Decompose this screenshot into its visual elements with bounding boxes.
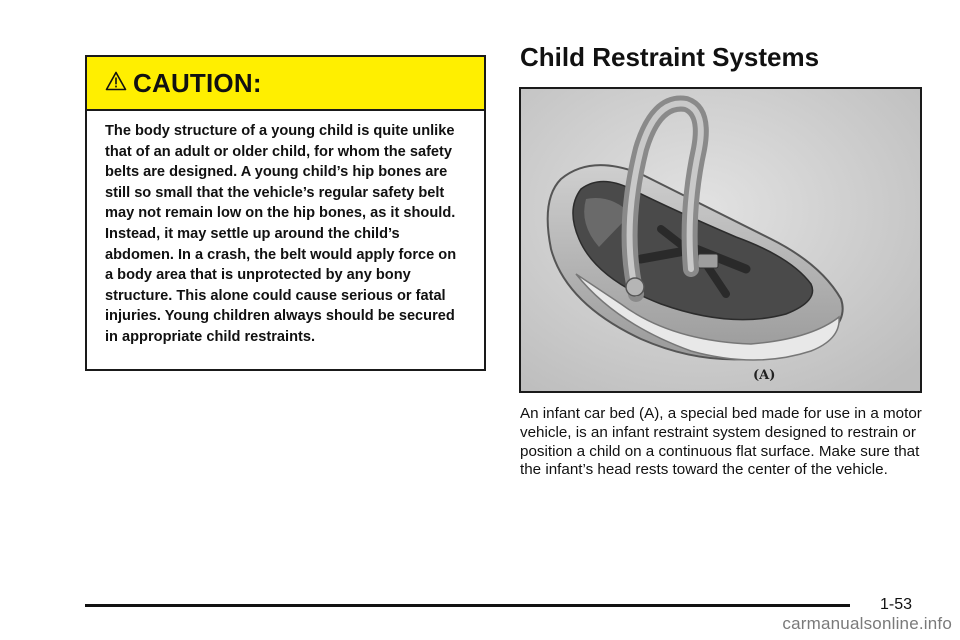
section-body-text: An infant car bed (A), a special bed made for use in a motor vehicle, is an infant restraint system designed to restrain or position a child on a continuous flat surface. Make sure that the infant’s head rests toward the center of the vehicle. (520, 405, 922, 479)
infant-car-bed-illustration (521, 89, 920, 391)
footer-rule (85, 604, 850, 607)
warning-triangle-icon (105, 71, 127, 91)
section-title: Child Restraint Systems (520, 42, 820, 72)
caution-header (87, 57, 484, 111)
caution-title: CAUTION: (133, 67, 262, 98)
page-number: 1-53 (880, 596, 913, 613)
infant-car-bed-figure (519, 87, 922, 393)
caution-box (85, 55, 486, 371)
caution-text: The body structure of a young child is quite unlike that of an adult or older child, for whom the safety belts are designed. A young child’s hip bones are still so small that the vehicle’s regular safety belt may not remain low on the hip bones, as it should. Instead, it may settle up around the child’s abdomen. In a crash, the belt would apply force on a body area that is unprotected by any bony structure. This alone could cause serious or fatal injuries. Young children always should be secured in appropriate child restraints. (105, 123, 457, 345)
watermark: carmanualsonline.info (782, 614, 952, 633)
figure-label: (A) (753, 368, 776, 383)
